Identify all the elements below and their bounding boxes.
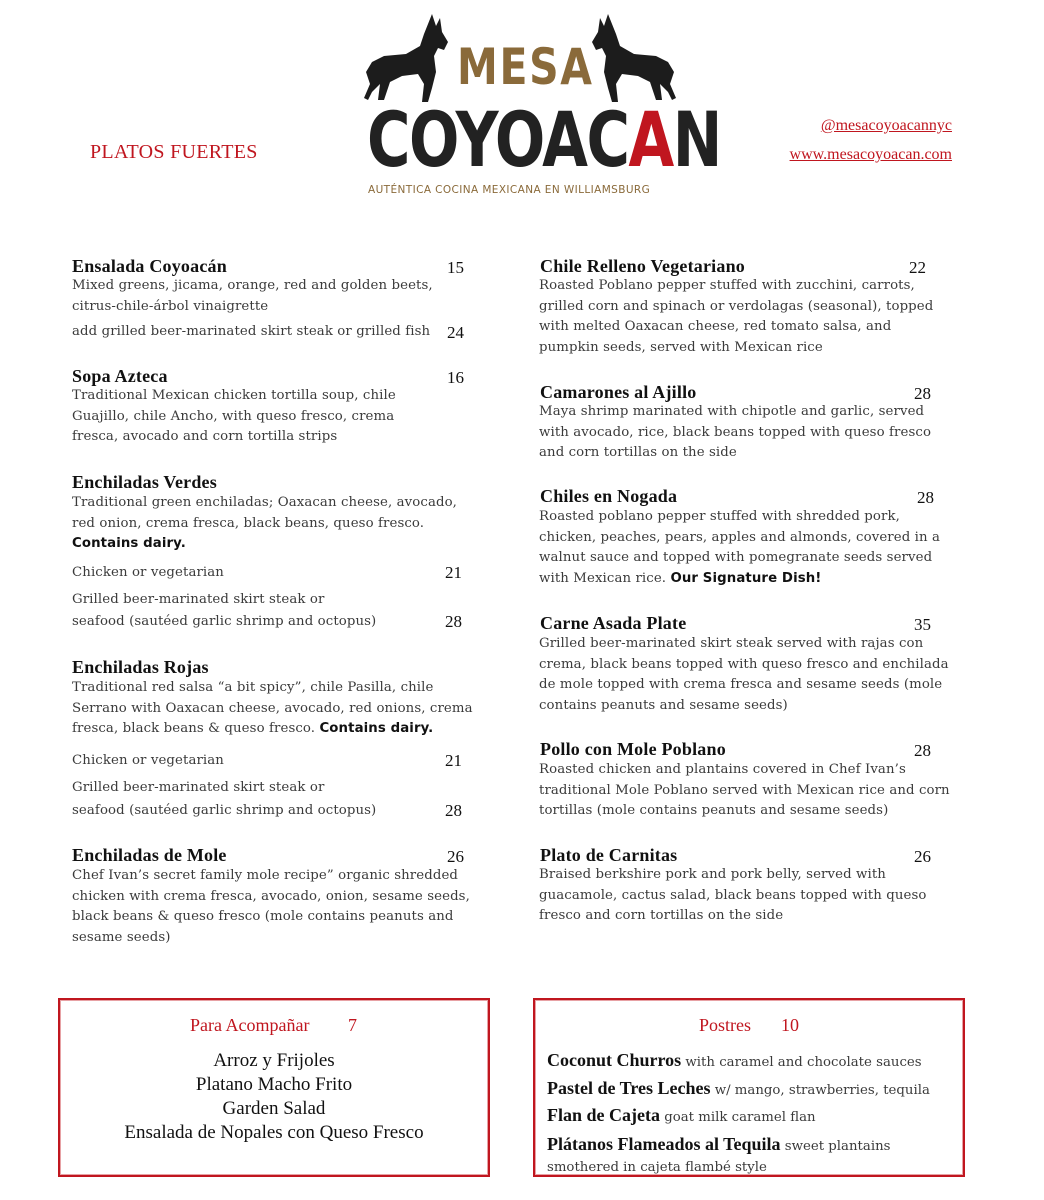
desserts-price: 10	[781, 1015, 799, 1035]
item-option-price-verdes-1: 21	[445, 563, 462, 582]
desserts-title: Postres	[699, 1015, 752, 1035]
item-price-sopa: 16	[447, 368, 464, 387]
desserts-list	[547, 1048, 957, 1178]
item-option-rojas-2a: Grilled beer-marinated skirt steak or	[72, 780, 325, 795]
item-name-nogada: Chiles en Nogada	[540, 486, 678, 506]
item-name-camarones: Camarones al Ajillo	[540, 382, 697, 402]
website-link[interactable]: www.mesacoyoacan.com	[789, 146, 952, 163]
item-option-verdes-1: Chicken or vegetarian	[72, 565, 224, 580]
coyote-right-icon	[582, 12, 678, 104]
restaurant-logo	[362, 12, 721, 202]
logo-coyoacan: COYOACAN	[367, 95, 721, 184]
item-price-relleno: 22	[909, 258, 926, 277]
desserts-box	[533, 998, 965, 1177]
coyote-left-icon	[362, 12, 458, 104]
item-price-nogada: 28	[917, 488, 934, 507]
list-item: Flan de Cajeta goat milk caramel flan	[547, 1105, 816, 1125]
item-price-mole: 26	[447, 847, 464, 866]
item-price-asada: 35	[914, 615, 931, 634]
item-name-verdes: Enchiladas Verdes	[72, 472, 217, 492]
item-desc-mole: Chef Ivan’s secret family mole recipe” organic shredded chicken with crema fresca, avocado, onion, sesame seeds, black beans & queso fresco (mole contains peanuts and sesame seeds)	[72, 868, 470, 945]
section-title: PLATOS FUERTES	[90, 141, 258, 163]
item-desc-ensalada: Mixed greens, jicama, orange, red and golden beets, citrus-chile-árbol vinaigrette	[72, 278, 433, 314]
logo-tagline: AUTÉNTICA COCINA MEXICANA EN WILLIAMSBURG	[368, 184, 651, 196]
list-item: Arroz y Frijoles	[213, 1050, 335, 1071]
item-name-carnitas: Plato de Carnitas	[540, 845, 678, 865]
item-desc-asada: Grilled beer-marinated skirt steak served with rajas con crema, black beans topped with queso fresco and enchilada de mole topped with crema fresca and sesame seeds (mole contains peanuts and sesame seeds)	[539, 636, 949, 713]
item-desc-relleno: Roasted Poblano pepper stuffed with zucchini, carrots, grilled corn and spinach or verdolagas (seasonal), topped with melted Oaxacan cheese, red tomato salsa, and pumpkin seeds, served with Mexican rice	[539, 278, 934, 355]
item-desc-rojas: Traditional red salsa “a bit spicy”, chile Pasilla, chile Serrano with Oaxacan cheese, avocado, red onions, crema fresca, black beans & queso fresco. Contains dairy.	[72, 680, 473, 737]
sides-title: Para Acompañar	[190, 1015, 310, 1035]
item-price-camarones: 28	[914, 384, 931, 403]
sides-price: 7	[348, 1015, 357, 1035]
item-price-ensalada: 15	[447, 258, 464, 277]
item-desc-camarones: Maya shrimp marinated with chipotle and garlic, served with avocado, rice, black beans topped with queso fresco and corn tortillas on the side	[539, 404, 932, 461]
list-item: Coconut Churros with caramel and chocolate sauces	[547, 1050, 922, 1070]
item-name-rojas: Enchiladas Rojas	[72, 657, 209, 677]
item-option-verdes-2b: seafood (sautéed garlic shrimp and octopus)	[72, 614, 377, 629]
item-option-verdes-2a: Grilled beer-marinated skirt steak or	[72, 592, 325, 607]
list-item: Garden Salad	[222, 1098, 326, 1119]
item-name-pollo: Pollo con Mole Poblano	[540, 739, 726, 759]
list-item: Platano Macho Frito	[195, 1074, 353, 1095]
item-desc-sopa: Traditional Mexican chicken tortilla soup, chile Guajillo, chile Ancho, with queso fresco, crema fresca, avocado and corn tortilla strips	[72, 388, 396, 445]
instagram-link[interactable]: @mesacoyoacannyc	[820, 117, 952, 134]
list-item: Ensalada de Nopales con Queso Fresco	[124, 1122, 424, 1143]
list-item: Pastel de Tres Leches w/ mango, strawberries, tequila	[547, 1077, 930, 1098]
item-name-mole: Enchiladas de Mole	[72, 845, 227, 865]
item-desc-pollo: Roasted chicken and plantains covered in Chef Ivan’s traditional Mole Poblano served with Mexican rice and corn tortillas (mole contains peanuts and sesame seeds)	[539, 762, 950, 819]
item-option-price-rojas-1: 21	[445, 751, 462, 770]
item-desc-verdes: Traditional green enchiladas; Oaxacan cheese, avocado, red onion, crema fresca, black beans, queso fresco. Contains dairy.	[72, 495, 458, 552]
item-name-asada: Carne Asada Plate	[540, 613, 687, 633]
item-name-sopa: Sopa Azteca	[72, 366, 168, 386]
item-desc-carnitas: Braised berkshire pork and pork belly, served with guacamole, cactus salad, black beans topped with queso fresco and corn tortillas on the side	[539, 867, 927, 924]
logo-mesa: MESA	[457, 38, 594, 96]
item-addon-ensalada: add grilled beer-marinated skirt steak or grilled fish	[72, 324, 431, 339]
sides-list	[60, 1049, 488, 1145]
list-item: Plátanos Flameados al Tequila sweet plantains smothered in cajeta flambé style	[547, 1133, 891, 1175]
item-name-ensalada: Ensalada Coyoacán	[72, 256, 227, 276]
item-option-price-rojas-2: 28	[445, 801, 462, 820]
item-option-rojas-2b: seafood (sautéed garlic shrimp and octopus)	[72, 803, 377, 818]
item-price-carnitas: 26	[914, 847, 931, 866]
item-option-rojas-1: Chicken or vegetarian	[72, 753, 224, 768]
sides-box	[58, 998, 490, 1177]
item-price-pollo: 28	[914, 741, 931, 760]
item-addon-price-ensalada: 24	[447, 323, 464, 342]
item-name-relleno: Chile Relleno Vegetariano	[540, 256, 745, 276]
item-option-price-verdes-2: 28	[445, 612, 462, 631]
item-desc-nogada: Roasted poblano pepper stuffed with shredded pork, chicken, peaches, pears, apples and almonds, covered in a walnut sauce and topped with pomegranate seeds served with Mexican rice. Our Signature Dish!	[539, 509, 941, 586]
